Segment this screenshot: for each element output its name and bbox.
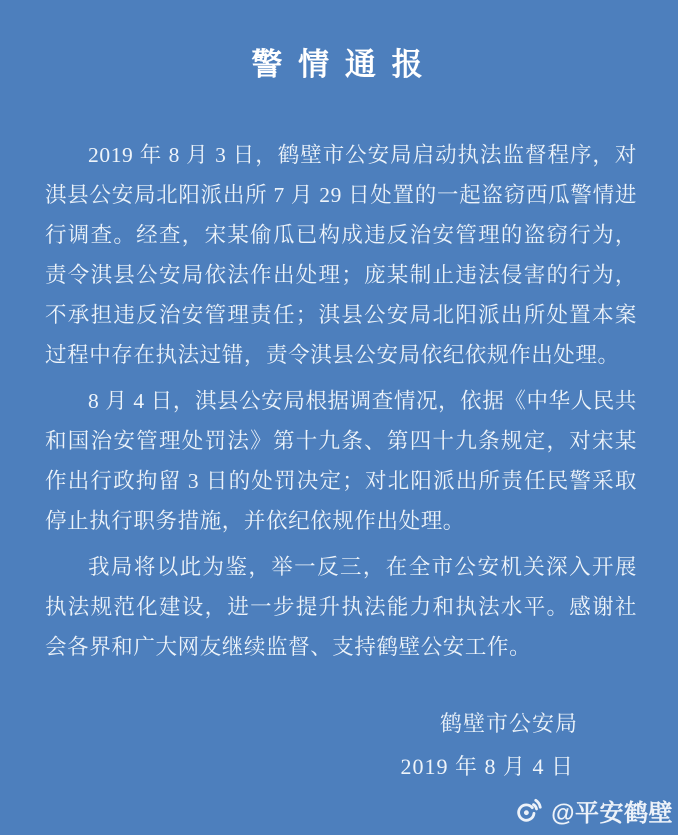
weibo-icon [514,796,544,826]
weibo-handle: @平安鹤壁 [551,800,673,827]
notice-paragraph-punishment: 8 月 4 日，淇县公安局根据调查情况，依据《中华人民共和国治安管理处罚法》第十九条、第四十九条规定，对宋某作出行政拘留 3 日的处罚决定；对北阳派出所责任民警采取停止执行职务措施，并依纪依规作出处理。 [45,389,637,534]
signature-date: 2019 年 8 月 4 日 [400,754,574,780]
notice-title: 警 情 通 报 [251,47,427,82]
weibo-watermark [514,793,673,828]
notice-paragraph-closing: 我局将以此为鉴，举一反三，在全市公安机关深入开展执法规范化建设，进一步提升执法能力和执法水平。感谢社会各界和广大网友继续监督、支持鹤壁公安工作。 [45,555,637,660]
notice-paragraph-investigation: 2019 年 8 月 3 日，鹤壁市公安局启动执法监督程序，对淇县公安局北阳派出所 7 月 29 日处置的一起盗窃西瓜警情进行调查。经查，宋某偷瓜已构成违反治安管理的盗窃行为，责令淇县公安局依法作出处理；庞某制止违法侵害的行为，不承担违反治安管理责任；淇县公安局北阳派出所处置本案过程中存在执法过错，责令淇县公安局依纪依规作出处理。 [45,143,637,368]
signature-issuer: 鹤壁市公安局 [439,711,578,737]
notice-body [0,135,678,667]
